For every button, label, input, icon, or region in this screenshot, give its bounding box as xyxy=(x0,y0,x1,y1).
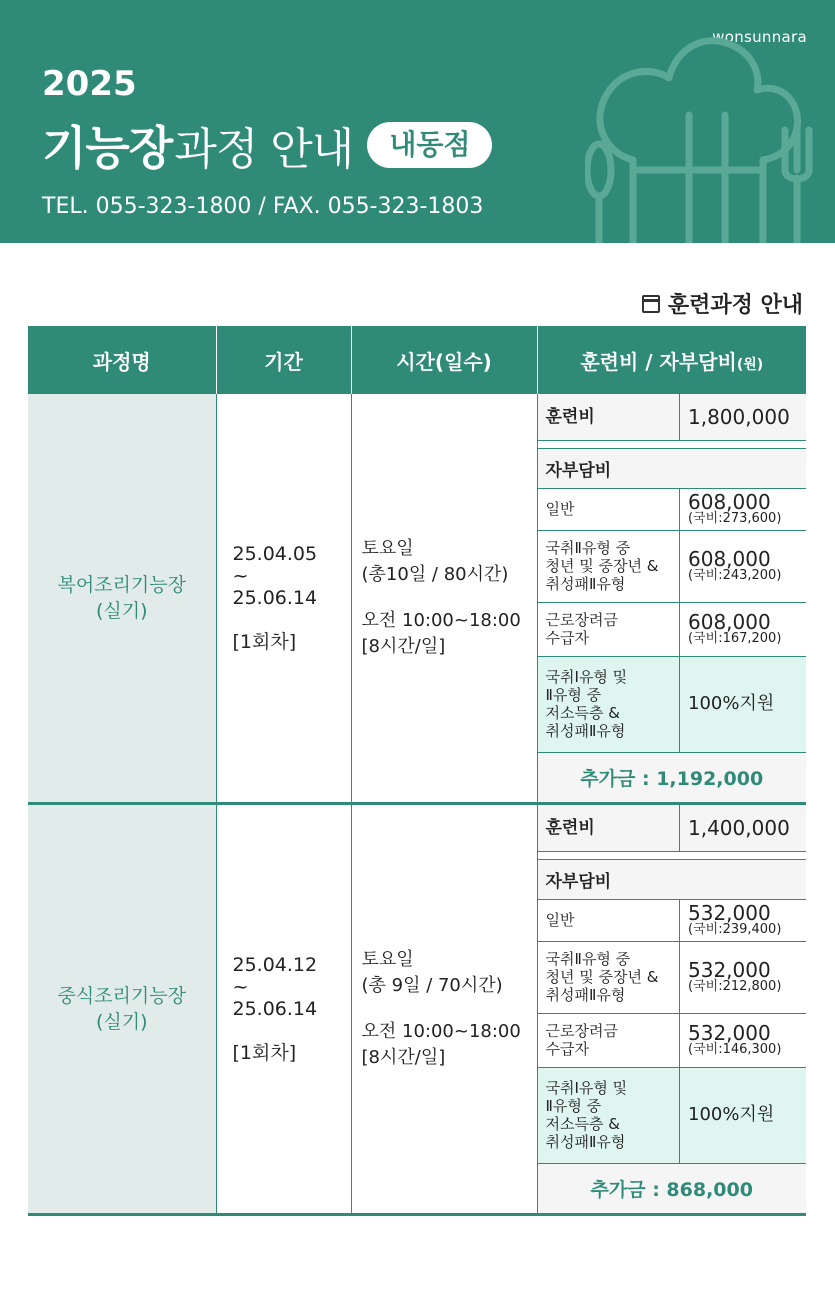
worker-value xyxy=(680,1013,807,1067)
support-label-line1: 국취Ⅰ유형 및 xyxy=(545,1079,628,1097)
national-value xyxy=(680,530,807,602)
fee-column xyxy=(537,394,806,804)
support-row xyxy=(538,1067,807,1163)
worker-row xyxy=(538,602,807,656)
national-row xyxy=(538,941,807,1013)
extra-fee: 추가금 : 868,000 xyxy=(538,1163,807,1213)
section-label-text: 훈련과정 안내 xyxy=(667,293,803,318)
national-row xyxy=(538,530,807,602)
period-tilde: ~ xyxy=(232,565,249,587)
national-amount: 532,000 xyxy=(688,958,771,982)
fee-column xyxy=(537,804,806,1215)
table-header-row xyxy=(28,326,806,394)
calendar-icon xyxy=(642,295,660,313)
header-time: 시간(일수) xyxy=(351,326,537,394)
period-end: 25.06.14 xyxy=(232,998,318,1020)
training-fee-value: 1,400,000 xyxy=(680,805,807,851)
worker-label-line1: 근로장려금 xyxy=(545,1022,618,1040)
round: [1회차] xyxy=(232,631,297,653)
support-row xyxy=(538,656,807,752)
separator-row xyxy=(538,440,807,448)
separator-row xyxy=(538,851,807,859)
national-label xyxy=(538,530,680,602)
support-label xyxy=(538,656,680,752)
hours: 오전 10:00~18:00 xyxy=(361,1021,521,1042)
self-pay-label: 자부담비 xyxy=(538,448,807,488)
worker-sub: (국비:146,300) xyxy=(688,1042,782,1057)
extra-row xyxy=(538,752,807,802)
national-label-line3: 취성패Ⅱ유형 xyxy=(545,575,626,593)
worker-amount: 608,000 xyxy=(688,610,771,634)
training-fee-label: 훈련비 xyxy=(538,394,680,440)
support-label-line4: 취성패Ⅱ유형 xyxy=(545,1133,626,1151)
days-detail: (총10일 / 80시간) xyxy=(361,564,509,585)
national-label xyxy=(538,941,680,1013)
self-pay-row xyxy=(538,859,807,899)
contact-info: TEL. 055-323-1800 / FAX. 055-323-1803 xyxy=(42,194,484,219)
support-label-line3: 저소득층 & xyxy=(545,704,620,722)
worker-label-line2: 수급자 xyxy=(545,1040,589,1058)
worker-sub: (국비:167,200) xyxy=(688,631,782,646)
course-time xyxy=(351,394,537,804)
support-label-line3: 저소득층 & xyxy=(545,1115,620,1133)
training-fee-value: 1,800,000 xyxy=(680,394,807,440)
national-label-line1: 국취Ⅱ유형 중 xyxy=(545,950,631,968)
national-label-line2: 청년 및 중장년 & xyxy=(545,557,659,575)
separator xyxy=(538,440,807,448)
title-bold: 기능장 xyxy=(42,121,173,175)
hours-per-day: [8시간/일] xyxy=(361,1047,446,1068)
general-sub: (국비:273,600) xyxy=(688,511,782,526)
national-sub: (국비:212,800) xyxy=(688,979,782,994)
general-label: 일반 xyxy=(538,899,680,941)
general-row xyxy=(538,899,807,941)
course-period xyxy=(216,394,351,804)
hours-per-day: [8시간/일] xyxy=(361,636,446,657)
general-row xyxy=(538,488,807,530)
general-amount: 608,000 xyxy=(688,490,771,514)
page-title xyxy=(42,112,492,178)
self-pay-label: 자부담비 xyxy=(538,859,807,899)
worker-amount: 532,000 xyxy=(688,1021,771,1045)
national-value xyxy=(680,941,807,1013)
period-start: 25.04.12 xyxy=(232,954,318,976)
course-name-line1: 중식조리기능장 xyxy=(57,985,186,1007)
extra-fee: 추가금 : 1,192,000 xyxy=(538,752,807,802)
course-period xyxy=(216,804,351,1215)
self-pay-row xyxy=(538,448,807,488)
worker-label-line2: 수급자 xyxy=(545,629,589,647)
days: 토요일 xyxy=(361,538,414,559)
general-label: 일반 xyxy=(538,488,680,530)
title-light: 과정 안내 xyxy=(174,124,354,175)
period-end: 25.06.14 xyxy=(232,587,318,609)
support-value: 100%지원 xyxy=(680,1067,807,1163)
header-fee-unit: (원) xyxy=(736,356,764,373)
header-fee xyxy=(537,326,806,394)
national-label-line3: 취성패Ⅱ유형 xyxy=(545,986,626,1004)
hours: 오전 10:00~18:00 xyxy=(361,610,521,631)
national-label-line2: 청년 및 중장년 & xyxy=(545,968,659,986)
course-name-line2: (실기) xyxy=(95,600,148,622)
general-amount: 532,000 xyxy=(688,901,771,925)
course-name-line2: (실기) xyxy=(95,1011,148,1033)
worker-row xyxy=(538,1013,807,1067)
national-sub: (국비:243,200) xyxy=(688,568,782,583)
header-name: 과정명 xyxy=(28,326,216,394)
fee-table xyxy=(538,805,807,1213)
section-label xyxy=(642,288,803,319)
general-sub: (국비:239,400) xyxy=(688,922,782,937)
header-period: 기간 xyxy=(216,326,351,394)
year: 2025 xyxy=(42,64,137,104)
separator xyxy=(538,851,807,859)
course-time xyxy=(351,804,537,1215)
course-name xyxy=(28,394,216,804)
training-fee-label: 훈련비 xyxy=(538,805,680,851)
course-name xyxy=(28,804,216,1215)
period-tilde: ~ xyxy=(232,976,249,998)
support-label-line4: 취성패Ⅱ유형 xyxy=(545,722,626,740)
days-detail: (총 9일 / 70시간) xyxy=(361,975,503,996)
support-label xyxy=(538,1067,680,1163)
national-label-line1: 국취Ⅱ유형 중 xyxy=(545,539,631,557)
course-table xyxy=(28,326,806,1216)
support-label-line1: 국취Ⅰ유형 및 xyxy=(545,668,628,686)
fee-row xyxy=(538,394,807,440)
table-row xyxy=(28,804,806,1215)
support-value: 100%지원 xyxy=(680,656,807,752)
brand-name: wonsunnara xyxy=(712,28,807,46)
worker-label-line1: 근로장려금 xyxy=(545,611,618,629)
national-amount: 608,000 xyxy=(688,547,771,571)
support-label-line2: Ⅱ유형 중 xyxy=(545,1097,602,1115)
period-start: 25.04.05 xyxy=(232,543,318,565)
worker-label xyxy=(538,1013,680,1067)
table-row xyxy=(28,394,806,804)
round: [1회차] xyxy=(232,1042,297,1064)
fee-table xyxy=(538,394,807,802)
general-value xyxy=(680,488,807,530)
worker-label xyxy=(538,602,680,656)
chef-hat-utensils-icon xyxy=(585,20,815,243)
extra-row xyxy=(538,1163,807,1213)
general-value xyxy=(680,899,807,941)
worker-value xyxy=(680,602,807,656)
support-label-line2: Ⅱ유형 중 xyxy=(545,686,602,704)
header-fee-text: 훈련비 / 자부담비 xyxy=(580,349,737,374)
course-name-line1: 복어조리기능장 xyxy=(57,574,186,596)
header-banner xyxy=(0,0,835,243)
fee-row xyxy=(538,805,807,851)
branch-badge: 내동점 xyxy=(367,122,492,168)
days: 토요일 xyxy=(361,949,414,970)
